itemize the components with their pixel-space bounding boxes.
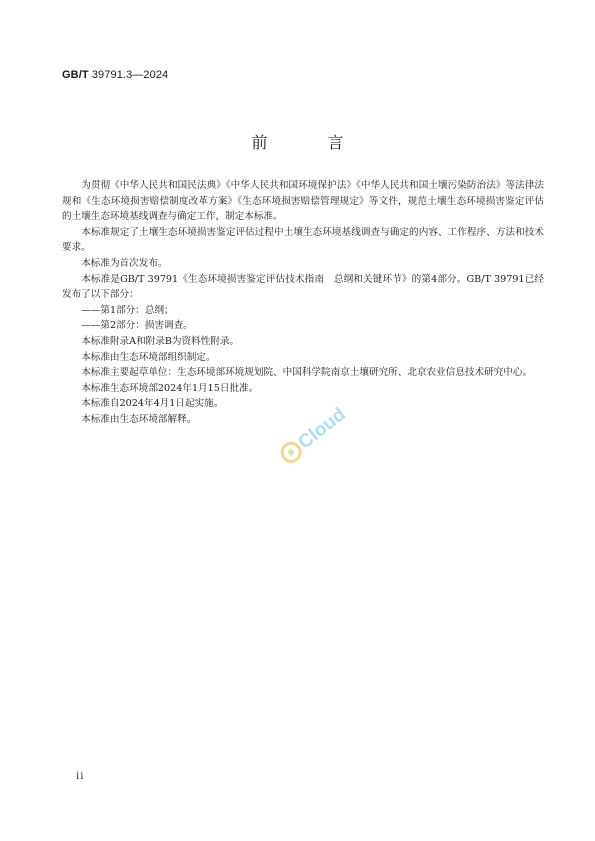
paragraph-appendix: 本标准附录A和附录B为资料性附录。 xyxy=(81,335,240,347)
paragraph-series: 本标准是GB/T 39791《生态环境损害鉴定评估技术指南 总纲和关键环节》的第4部分。GB/T 39791已经发布了以下部分： xyxy=(62,273,544,301)
watermark-dot-icon xyxy=(287,448,295,456)
watermark-text: Cloud xyxy=(294,403,350,454)
paragraph-interpretation: 本标准由生态环境部解释。 xyxy=(81,413,197,425)
document-code-number: 39791.3—2024 xyxy=(91,69,169,81)
page-number: ii xyxy=(76,771,85,782)
paragraph-purpose: 为贯彻《中华人民共和国民法典》《中华人民共和国环境保护法》《中华人民共和国土壤污染防治法》等法律法规和《生态环境损害赔偿制度改革方案》《生态环境损害赔偿管理规定》等文件，规范土壤生态环境损害鉴定评估的土壤生态环境基线调查与确定工作，制定本标准。 xyxy=(62,180,544,223)
list-item-part-1: ——第1部分：总纲； xyxy=(81,304,174,316)
page-title: 前 言 xyxy=(251,133,366,152)
list-item-part-2: ——第2部分：损害调查。 xyxy=(81,320,193,332)
watermark-logo xyxy=(258,380,378,470)
document-code-prefix: GB/T xyxy=(62,69,89,81)
paragraph-approval: 本标准生态环境部2024年1月15日批准。 xyxy=(81,382,259,394)
paragraph-effective-date: 本标准自2024年4月1日起实施。 xyxy=(81,398,224,410)
paragraph-scope: 本标准规定了土壤生态环境损害鉴定评估过程中土壤生态环境基线调查与确定的内容、工作程序、方法和技术要求。 xyxy=(62,226,544,254)
paragraph-drafters: 本标准主要起草单位：生态环境部环境规划院、中国科学院南京土壤研究所、北京农业信息技术研究中心。 xyxy=(81,367,533,379)
paragraph-organizer: 本标准由生态环境部组织制定。 xyxy=(81,351,216,363)
document-code xyxy=(62,69,168,81)
paragraph-first-release: 本标准为首次发布。 xyxy=(81,257,168,269)
